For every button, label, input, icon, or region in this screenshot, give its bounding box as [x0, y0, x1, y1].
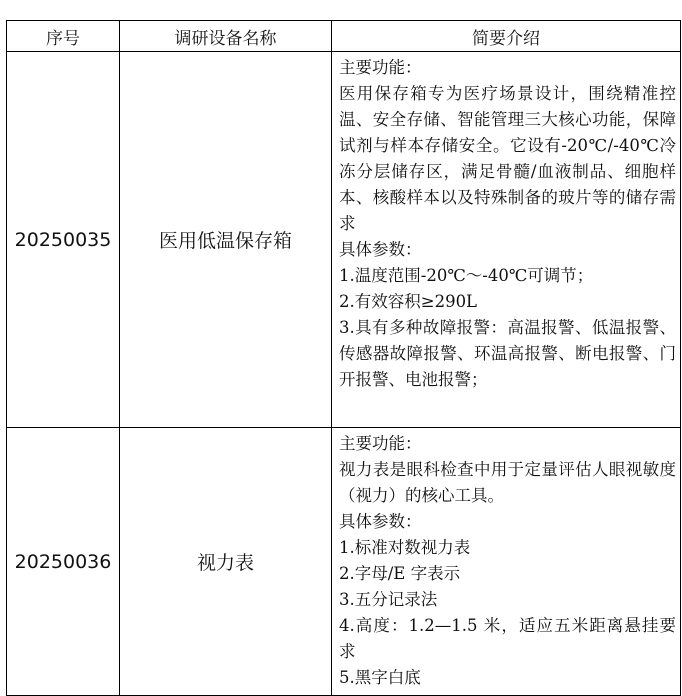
description-cell	[332, 428, 681, 696]
param-item: 1.标准对数视力表	[339, 538, 471, 557]
param-item: 1.温度范围-20℃～-40℃可调节；	[339, 266, 594, 285]
device-name-cell: 视力表	[120, 428, 332, 696]
section-heading: 主要功能：	[339, 434, 422, 453]
header-description: 简要介绍	[332, 21, 681, 52]
section-heading: 具体参数：	[339, 512, 422, 531]
description-cell	[332, 52, 681, 428]
table-row	[7, 428, 681, 696]
main-function-text: 医用保存箱专为医疗场景设计，围绕精准控温、安全存储、智能管理三大核心功能，保障试剂与样本存储安全。它设有-20℃/-40℃冷冻分层储存区，满足骨髓/血液制品、细胞样本、核酸样本以及特殊制备的玻片等的储存需求	[339, 84, 676, 233]
header-device-name: 调研设备名称	[120, 21, 332, 52]
device-name-cell: 医用低温保存箱	[120, 52, 332, 428]
param-item: 4.高度：1.2—1.5 米，适应五米距离悬挂要求	[339, 616, 676, 661]
serial-cell: 20250035	[7, 52, 120, 428]
table-row	[7, 52, 681, 428]
header-serial: 序号	[7, 21, 120, 52]
param-item: 2.字母/E 字表示	[339, 564, 461, 583]
param-item: 3.具有多种故障报警：高温报警、低温报警、传感器故障报警、环温高报警、断电报警、门开报警、电池报警；	[339, 318, 676, 389]
section-heading: 主要功能：	[339, 58, 422, 77]
section-heading: 具体参数：	[339, 240, 422, 259]
param-item: 5.黑字白底	[339, 668, 421, 687]
param-item: 2.有效容积≥290L	[339, 292, 478, 311]
param-item: 3.五分记录法	[339, 590, 438, 609]
equipment-table	[6, 20, 681, 696]
main-function-text: 视力表是眼科检查中用于定量评估人眼视敏度（视力）的核心工具。	[339, 460, 676, 505]
serial-cell: 20250036	[7, 428, 120, 696]
header-row	[7, 21, 681, 52]
